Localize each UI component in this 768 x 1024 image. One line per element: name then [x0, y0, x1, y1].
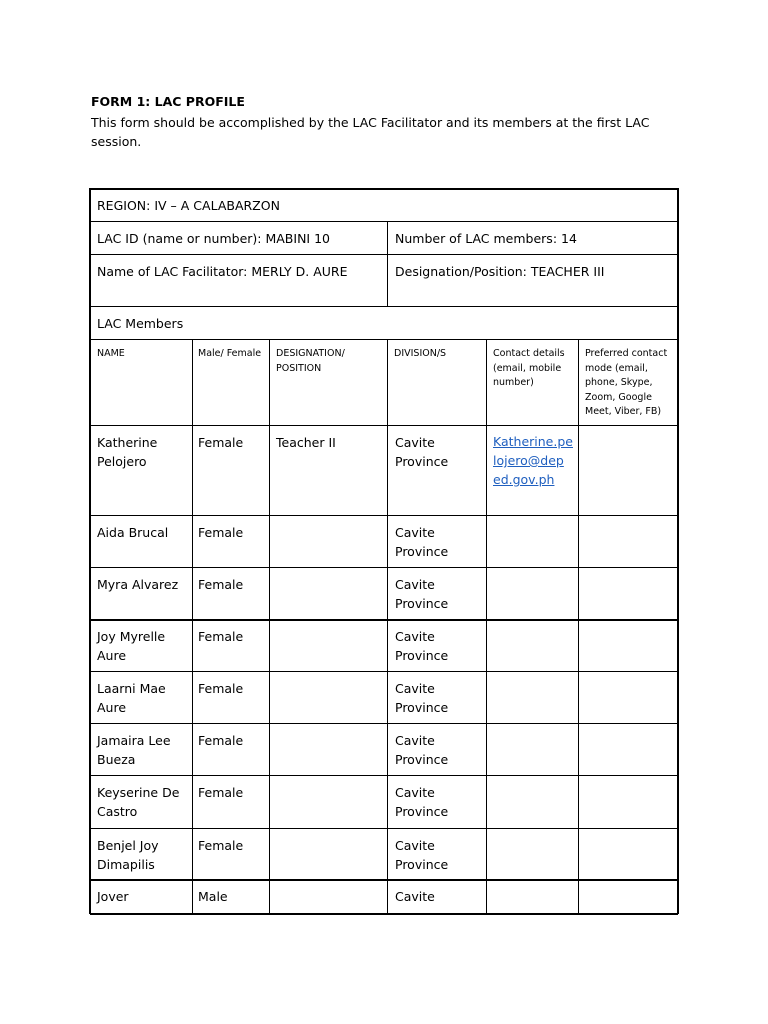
member-name: Benjel Joy Dimapilis — [97, 838, 159, 872]
divider — [192, 339, 193, 914]
member-sex: Female — [198, 681, 244, 696]
member-name: Laarni Mae Aure — [97, 681, 166, 715]
member-name: Jover — [97, 889, 129, 904]
member-name: Aida Brucal — [97, 525, 169, 540]
divider — [90, 619, 678, 621]
member-name: Keyserine De Castro — [97, 785, 180, 819]
member-division: Cavite Province — [395, 629, 449, 663]
member-sex: Female — [198, 733, 244, 748]
lac-id-field: LAC ID (name or number): MABINI 10 — [97, 231, 330, 246]
member-sex: Female — [198, 629, 244, 644]
member-division: Cavite Province — [395, 785, 449, 819]
member-count-field: Number of LAC members: 14 — [395, 231, 577, 246]
member-division: Cavite Province — [395, 435, 449, 469]
member-sex: Female — [198, 577, 244, 592]
designation-field: Designation/Position: TEACHER III — [395, 264, 605, 279]
divider — [90, 339, 678, 340]
member-division: Cavite Province — [395, 525, 449, 559]
column-header-name: NAME — [97, 348, 125, 359]
divider — [90, 221, 678, 222]
divider — [387, 221, 388, 306]
table-right-border — [677, 188, 679, 914]
divider — [90, 306, 678, 307]
divider — [90, 723, 678, 724]
region-field: REGION: IV – A CALABARZON — [97, 198, 280, 213]
column-header-contact: Contact details (email, mobile number) — [493, 348, 565, 388]
member-division: Cavite Province — [395, 577, 449, 611]
column-header-designation: DESIGNATION/ POSITION — [276, 348, 345, 374]
column-header-preferred: Preferred contact mode (email, phone, Skype, Zoom, Google Meet, Viber, FB) — [585, 348, 668, 417]
member-designation: Teacher II — [276, 435, 336, 450]
divider — [90, 828, 678, 829]
divider — [578, 339, 579, 914]
table-left-border — [89, 188, 91, 914]
member-division: Cavite Province — [395, 733, 449, 767]
member-sex: Female — [198, 785, 244, 800]
divider — [90, 254, 678, 255]
member-name: Jamaira Lee Bueza — [97, 733, 171, 767]
table-bottom-border — [90, 913, 678, 915]
member-email-link[interactable]: Katherine.pe lojero@dep ed.gov.ph — [493, 434, 573, 487]
table-top-border — [90, 188, 678, 190]
divider — [486, 339, 487, 914]
divider — [269, 339, 270, 914]
member-division: Cavite Province — [395, 838, 449, 872]
divider — [90, 425, 678, 426]
member-sex: Female — [198, 435, 244, 450]
member-division: Cavite Province — [395, 681, 449, 715]
column-header-sex: Male/ Female — [198, 348, 262, 359]
divider — [90, 671, 678, 672]
member-name: Katherine Pelojero — [97, 435, 158, 469]
member-name: Joy Myrelle Aure — [97, 629, 166, 663]
members-heading: LAC Members — [97, 316, 184, 331]
divider — [90, 515, 678, 516]
member-sex: Female — [198, 838, 244, 853]
form-instructions: This form should be accomplished by the LAC Facilitator and its members at the first LAC session. — [91, 115, 650, 149]
member-name: Myra Alvarez — [97, 577, 179, 592]
divider — [90, 567, 678, 568]
divider — [387, 339, 388, 914]
divider — [90, 879, 678, 881]
divider — [90, 775, 678, 776]
form-title: FORM 1: LAC PROFILE — [91, 94, 245, 109]
member-sex: Female — [198, 525, 244, 540]
facilitator-field: Name of LAC Facilitator: MERLY D. AURE — [97, 264, 348, 279]
member-division: Cavite — [395, 889, 435, 904]
column-header-division: DIVISION/S — [394, 348, 447, 359]
member-sex: Male — [198, 889, 228, 904]
